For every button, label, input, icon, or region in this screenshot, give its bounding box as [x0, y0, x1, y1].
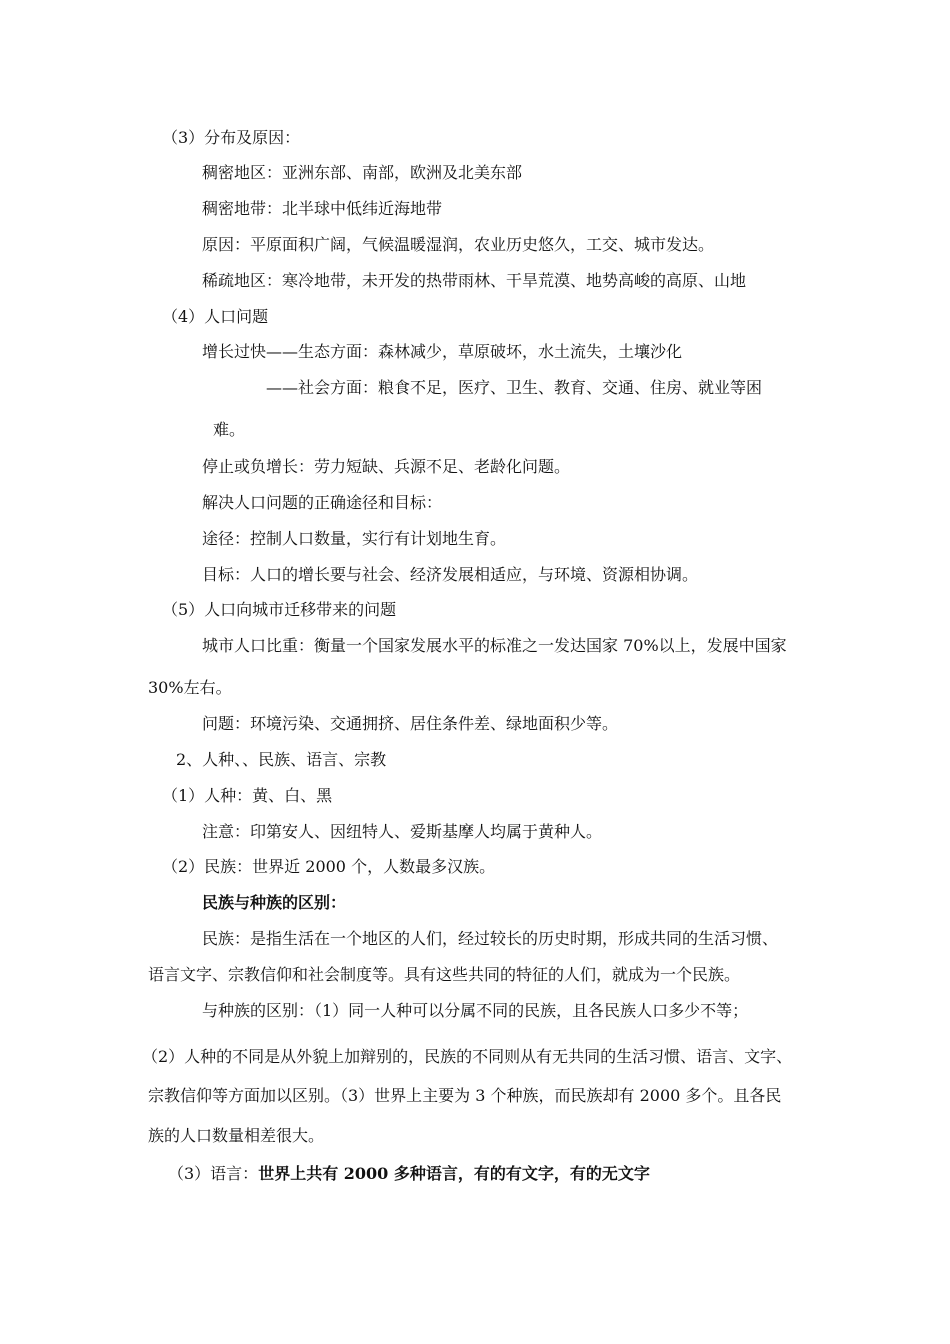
subheading-difference: 民族与种族的区别： [202, 893, 347, 912]
text-difference-2: （2）人种的不同是从外貌上加辩别的，民族的不同则从有无共同的生活习惯、语言、文字、 [142, 1047, 793, 1066]
text-difference-3: 宗教信仰等方面加以区别。（3）世界上主要为 3 个种族，而民族却有 2000 多个。且各民 [148, 1086, 782, 1105]
heading-section-2: 2、人种、、民族、语言、宗教 [176, 750, 387, 769]
language-prefix: （3）语言： [168, 1164, 259, 1183]
heading-race: （1）人种：黄、白、黑 [162, 786, 333, 805]
text-urban-ratio-cont: 30%左右。 [148, 678, 232, 697]
heading-nation: （2）民族：世界近 2000 个，人数最多汉族。 [162, 857, 496, 876]
text-sparse-region: 稀疏地区：寒冷地带，未开发的热带雨林、干旱荒漠、地势高峻的高原、山地 [202, 271, 747, 290]
text-urban-problems: 问题：环境污染、交通拥挤、居住条件差、绿地面积少等。 [202, 714, 619, 733]
text-nation-def-cont: 语言文字、宗教信仰和社会制度等。具有这些共同的特征的人们，就成为一个民族。 [148, 965, 741, 984]
text-solution-heading: 解决人口问题的正确途径和目标： [202, 493, 443, 512]
text-nation-def: 民族：是指生活在一个地区的人们，经过较长的历史时期，形成共同的生活习惯、 [202, 929, 779, 948]
language-statement: 世界上共有 2000 多种语言，有的有文字，有的无文字 [258, 1164, 650, 1183]
text-goal: 目标：人口的增长要与社会、经济发展相适应，与环境、资源相协调。 [202, 565, 699, 584]
text-reason: 原因：平原面积广阔，气候温暖湿润，农业历史悠久，工交、城市发达。 [202, 235, 715, 254]
text-ecology: 增长过快——生态方面：森林减少，草原破坏，水土流失，土壤沙化 [202, 342, 683, 361]
text-difference-4: 族的人口数量相差很大。 [148, 1126, 325, 1145]
text-society: ——社会方面：粮食不足，医疗、卫生、教育、交通、住房、就业等困 [266, 378, 763, 397]
text-race-note: 注意：印第安人、因纽特人、爱斯基摩人均属于黄种人。 [202, 822, 603, 841]
text-approach: 途径：控制人口数量，实行有计划地生育。 [202, 529, 507, 548]
text-dense-region: 稠密地区：亚洲东部、南部，欧洲及北美东部 [202, 163, 523, 182]
heading-population-problems: （4）人口问题 [162, 307, 269, 326]
heading-language [168, 1164, 650, 1184]
text-difference-1: 与种族的区别：（1）同一人种可以分属不同的民族，且各民族人口多少不等； [202, 1001, 749, 1020]
text-negative-growth: 停止或负增长：劳力短缺、兵源不足、老龄化问题。 [202, 457, 571, 476]
text-society-cont: 难。 [213, 420, 246, 439]
text-dense-belt: 稠密地带：北半球中低纬近海地带 [202, 199, 443, 218]
heading-distribution: （3）分布及原因： [162, 128, 301, 147]
text-urban-ratio: 城市人口比重：衡量一个国家发展水平的标准之一发达国家 70%以上，发展中国家 [202, 636, 787, 655]
heading-urban-migration: （5）人口向城市迁移带来的问题 [162, 600, 397, 619]
